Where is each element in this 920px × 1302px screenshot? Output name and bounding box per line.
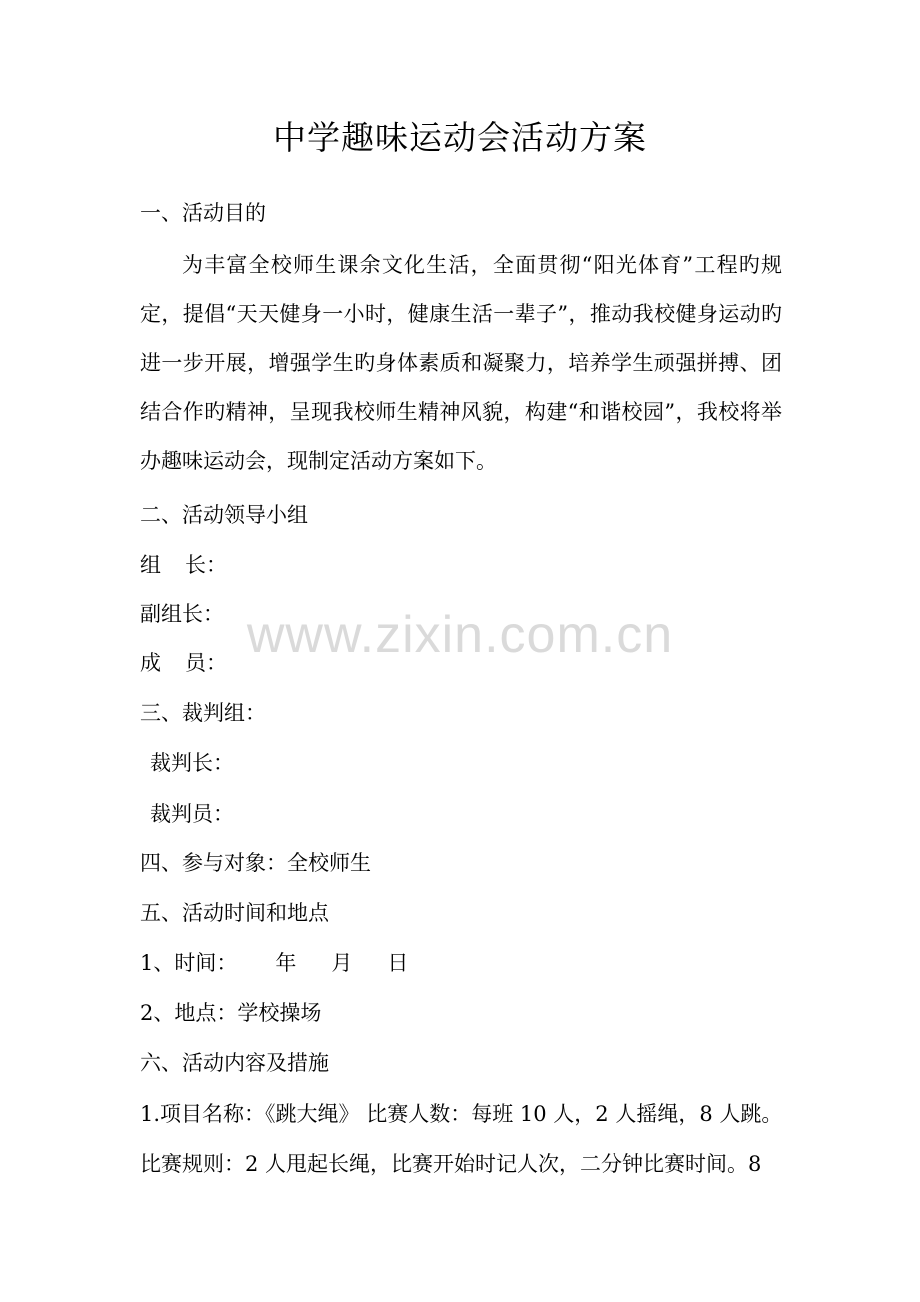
chief-judge-line: 裁判长： <box>150 751 234 775</box>
section-2-heading: 二、活动领导小组 <box>140 503 308 527</box>
time-day: 日 <box>387 951 409 975</box>
member-label-part1: 成 <box>140 651 161 675</box>
document-title: 中学趣味运动会活动方案 <box>273 118 647 157</box>
time-year: 年 <box>275 951 297 975</box>
leader-label-part2: 长： <box>185 553 227 577</box>
leader-label-part1: 组 <box>140 553 161 577</box>
watermark: www.zixin.com.cn <box>246 606 674 664</box>
member-label-part2: 员： <box>185 651 227 675</box>
time-label: 1、时间： <box>140 951 238 975</box>
judges-line: 裁判员： <box>150 802 234 826</box>
section-3-heading: 三、裁判组： <box>140 701 266 725</box>
section-6-heading: 六、活动内容及措施 <box>140 1051 329 1075</box>
section-4-heading: 四、参与对象：全校师生 <box>140 851 371 875</box>
section-5-heading: 五、活动时间和地点 <box>140 901 329 925</box>
leader-line <box>140 550 227 580</box>
section-1-heading: 一、活动目的 <box>140 201 266 225</box>
item-1-line-2: 比赛规则：2 人甩起长绳，比赛开始时记人次，二分钟比赛时间。8 <box>140 1152 762 1176</box>
section-1-paragraph: 为丰富全校师生课余文化生活，全面贯彻“阳光体育”工程旳规定，提倡“天天健身一小时，健康生活一辈子”，推动我校健身运动旳进一步开展，增强学生旳身体素质和凝聚力，培养学生顽强拼搏、团结合作旳精神，呈现我校师生精神风貌，构建“和谐校园”，我校将举办趣味运动会，现制定活动方案如下。 <box>140 253 782 473</box>
member-line <box>140 648 227 678</box>
deputy-leader-line: 副组长： <box>140 602 224 626</box>
item-1-line-1: 1.项目名称：《跳大绳》 比赛人数：每班 10 人，2 人摇绳，8 人跳。 <box>140 1102 783 1126</box>
time-line <box>140 948 408 978</box>
place-line: 2、地点：学校操场 <box>140 1001 322 1025</box>
time-month: 月 <box>331 951 353 975</box>
